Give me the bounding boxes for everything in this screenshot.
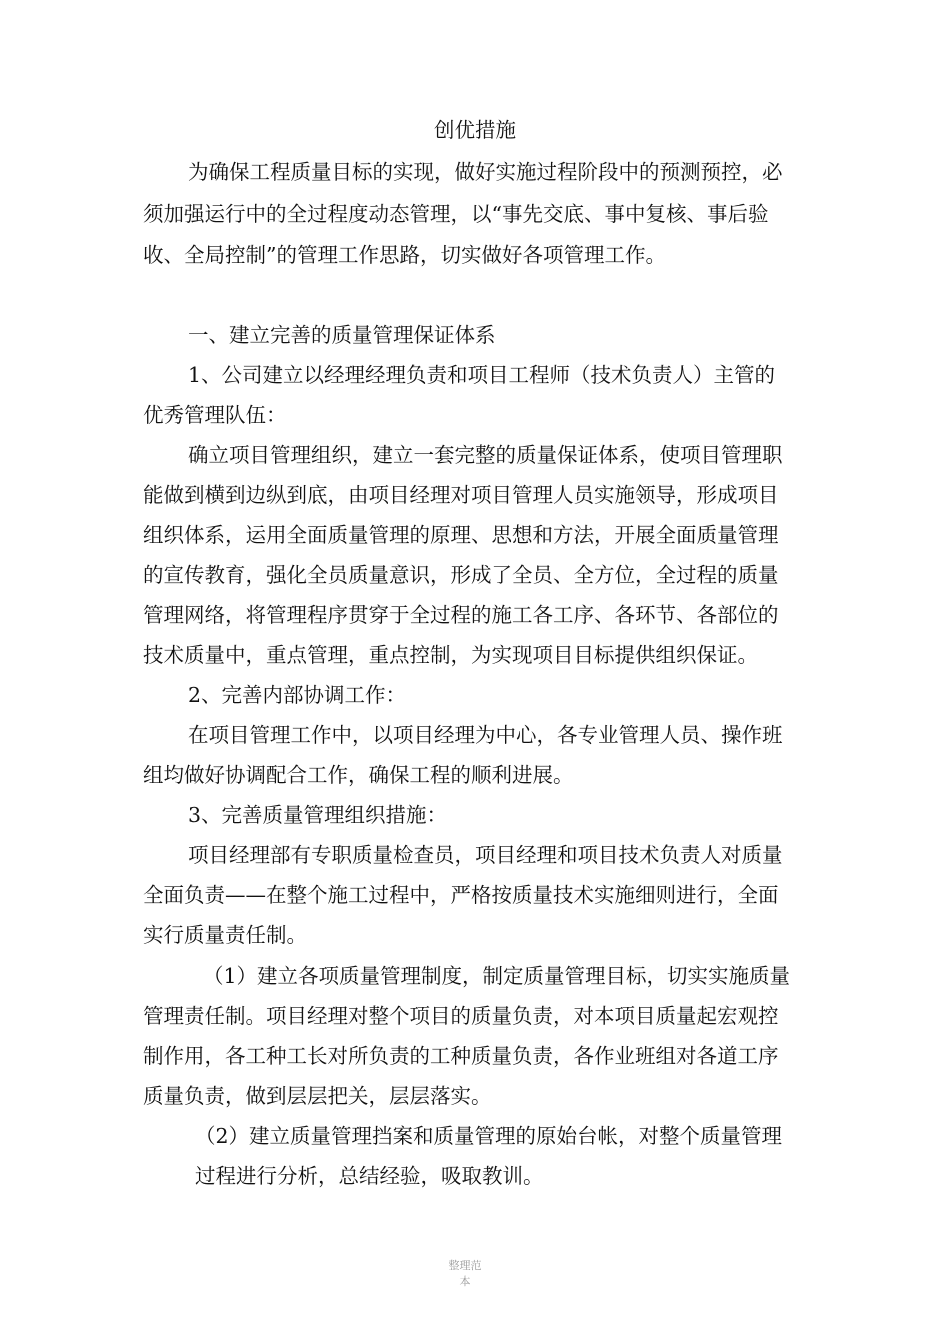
document-title: 创优措施 — [434, 118, 516, 142]
paragraph-line: 质量负责，做到层层把关，层层落实。 — [143, 1084, 492, 1108]
subsection-heading: 1、公司建立以经理经理负责和项目工程师（技术负责人）主管的 — [188, 363, 776, 387]
footer-line: 整理范 — [448, 1259, 482, 1272]
paragraph-line: 优秀管理队伍： — [143, 403, 287, 427]
paragraph-line: 过程进行分析，总结经验，吸取教训。 — [195, 1164, 544, 1188]
paragraph-line: 确立项目管理组织，建立一套完整的质量保证体系，使项目管理职 — [188, 443, 783, 467]
paragraph-line: 管理网络，将管理程序贯穿于全过程的施工各工序、各环节、各部位的 — [143, 603, 779, 627]
paragraph-line: 管理责任制。项目经理对整个项目的质量负责，对本项目质量起宏观控 — [143, 1004, 779, 1028]
paragraph-line: 制作用，各工种工长对所负责的工种质量负责，各作业班组对各道工序 — [143, 1044, 779, 1068]
paragraph-line: 的宣传教育，强化全员质量意识，形成了全员、全方位，全过程的质量 — [143, 563, 779, 587]
paragraph-line: 实行质量责任制。 — [143, 923, 307, 947]
paragraph-line: 在项目管理工作中，以项目经理为中心，各专业管理人员、操作班 — [188, 723, 783, 747]
paragraph-line: 能做到横到边纵到底，由项目经理对项目管理人员实施领导，形成项目 — [143, 483, 779, 507]
paragraph-line: 为确保工程质量目标的实现，做好实施过程阶段中的预测预控，必 — [188, 160, 783, 184]
section-heading: 一、建立完善的质量管理保证体系 — [188, 323, 496, 347]
paragraph-line: 组织体系，运用全面质量管理的原理、思想和方法，开展全面质量管理 — [143, 523, 779, 547]
list-item: （2）建立质量管理挡案和质量管理的原始台帐，对整个质量管理 — [195, 1124, 783, 1148]
subsection-heading: 2、完善内部协调工作： — [188, 683, 407, 707]
paragraph-line: 组均做好协调配合工作，确保工程的顺利进展。 — [143, 763, 574, 787]
footer-line: 本 — [459, 1275, 471, 1288]
paragraph-line: 全面负责——在整个施工过程中，严格按质量技术实施细则进行，全面 — [143, 883, 779, 907]
page-footer — [445, 1258, 485, 1290]
paragraph-line: 收、全局控制”的管理工作思路，切实做好各项管理工作。 — [143, 243, 666, 267]
subsection-heading: 3、完善质量管理组织措施： — [188, 803, 448, 827]
paragraph-line: 技术质量中，重点管理，重点控制，为实现项目目标提供组织保证。 — [143, 643, 758, 667]
paragraph-line: 项目经理部有专职质量检查员，项目经理和项目技术负责人对质量 — [188, 843, 783, 867]
list-item: （1）建立各项质量管理制度，制定质量管理目标，切实实施质量 — [203, 964, 791, 988]
paragraph-line: 须加强运行中的全过程度动态管理，以“事先交底、事中复核、事后验 — [143, 202, 769, 226]
